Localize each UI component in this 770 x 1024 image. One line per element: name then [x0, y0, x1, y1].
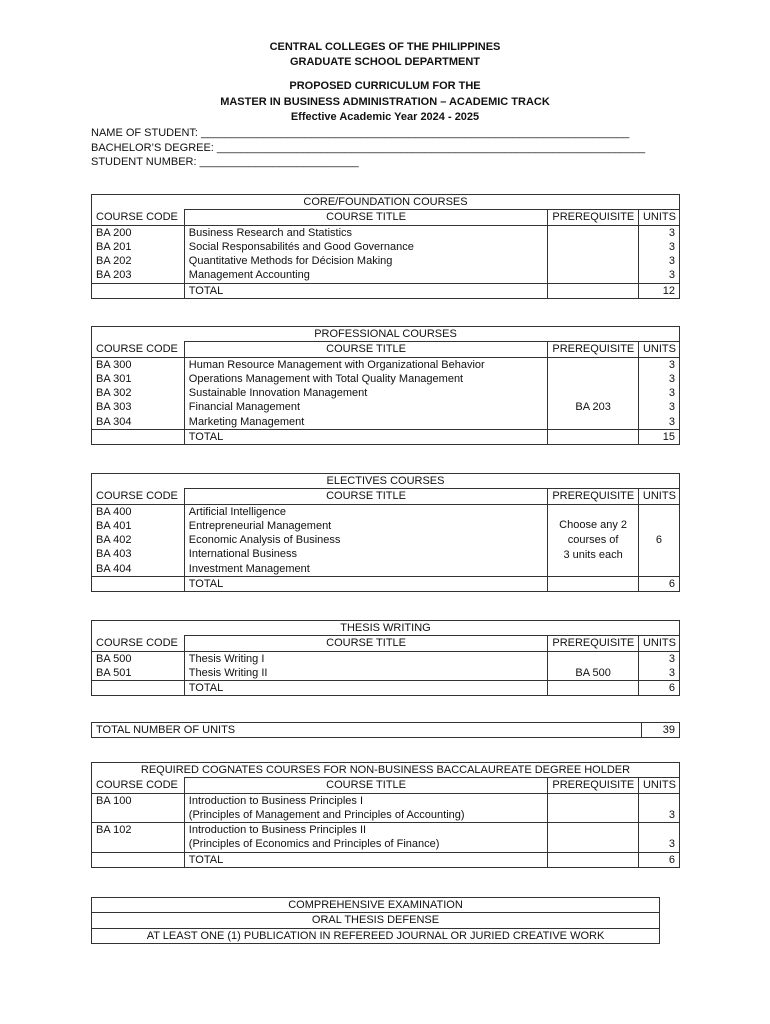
course-units: 3 [638, 386, 679, 400]
electives-courses-table [91, 473, 680, 592]
course-code: BA 201 [92, 240, 185, 254]
course-title: Entrepreneurial Management [184, 519, 548, 533]
column-header-prereq: PREREQUISITE [548, 489, 639, 504]
column-header-units: UNITS [638, 636, 679, 651]
course-title: Introduction to Business Principles II [184, 823, 548, 838]
course-code: BA 200 [92, 225, 185, 240]
course-prereq [548, 415, 639, 430]
total-label: TOTAL [184, 577, 548, 592]
total-units: 6 [638, 852, 679, 867]
course-title: Thesis Writing I [184, 651, 548, 666]
column-header-title: COURSE TITLE [184, 778, 548, 793]
elective-prereq-note [548, 504, 639, 576]
course-units: 3 [638, 837, 679, 852]
elective-note-line: Choose any 2 [559, 518, 628, 531]
course-title: Introduction to Business Principles I [184, 793, 548, 808]
course-title: Financial Management [184, 400, 548, 414]
professional-courses-table [91, 326, 680, 445]
elective-note-line: 3 units each [563, 548, 623, 561]
course-code: BA 102 [92, 823, 185, 853]
column-header-code: COURSE CODE [92, 636, 185, 651]
table-row [92, 504, 680, 519]
course-title: Human Resource Management with Organizational Behavior [184, 357, 548, 372]
course-code: BA 302 [92, 386, 185, 400]
document-title: PROPOSED CURRICULUM FOR THE [289, 80, 481, 92]
course-title-detail: (Principles of Management and Principles of Accounting) [184, 808, 548, 823]
total-row [92, 852, 680, 867]
course-units: 3 [638, 357, 679, 372]
course-code: BA 303 [92, 400, 185, 414]
column-header-code: COURSE CODE [92, 210, 185, 225]
course-title: International Business [184, 547, 548, 561]
course-title: Quantitative Methods for Décision Making [184, 254, 548, 268]
column-header-units: UNITS [638, 342, 679, 357]
course-units: 3 [638, 372, 679, 386]
course-code: BA 300 [92, 357, 185, 372]
course-prereq: BA 500 [548, 666, 639, 681]
course-units: 3 [638, 666, 679, 681]
course-units: 3 [638, 415, 679, 430]
course-prereq [548, 357, 639, 372]
course-title: Investment Management [184, 562, 548, 577]
student-number-field[interactable]: STUDENT NUMBER: __________________________ [91, 156, 359, 168]
table-row [92, 400, 680, 414]
total-row [92, 681, 680, 696]
table-row [92, 357, 680, 372]
graduation-requirements-table [91, 897, 660, 944]
table-heading: ELECTIVES COURSES [92, 474, 680, 489]
student-name-field[interactable]: NAME OF STUDENT: ______________________________________________________________________ [91, 127, 630, 139]
thesis-writing-table [91, 620, 680, 696]
grand-total-value: 39 [641, 723, 679, 738]
table-row [92, 225, 680, 240]
total-units: 6 [638, 681, 679, 696]
course-prereq [548, 386, 639, 400]
course-title: Management Accounting [184, 268, 548, 283]
course-units: 3 [638, 225, 679, 240]
course-prereq [548, 268, 639, 283]
course-code: BA 500 [92, 651, 185, 666]
total-units: 15 [638, 430, 679, 445]
course-units: 3 [638, 268, 679, 283]
program-name: MASTER IN BUSINESS ADMINISTRATION – ACADEMIC TRACK [220, 96, 550, 108]
column-header-title: COURSE TITLE [184, 636, 548, 651]
course-code: BA 203 [92, 268, 185, 283]
table-row [92, 240, 680, 254]
column-header-title: COURSE TITLE [184, 489, 548, 504]
course-code: BA 402 [92, 533, 185, 547]
total-label: TOTAL [184, 681, 548, 696]
column-header-units: UNITS [638, 778, 679, 793]
column-header-prereq: PREREQUISITE [548, 636, 639, 651]
requirement-comprehensive-exam: COMPREHENSIVE EXAMINATION [92, 898, 660, 913]
grand-total-table [91, 722, 680, 738]
course-units: 3 [638, 240, 679, 254]
table-heading: PROFESSIONAL COURSES [92, 327, 680, 342]
course-code: BA 304 [92, 415, 185, 430]
table-row [92, 372, 680, 386]
course-code: BA 501 [92, 666, 185, 681]
table-row [92, 793, 680, 808]
cognates-courses-table [91, 762, 680, 868]
total-row [92, 430, 680, 445]
course-title-detail: (Principles of Economics and Principles of Finance) [184, 837, 548, 852]
table-row [92, 386, 680, 400]
department-name: GRADUATE SCHOOL DEPARTMENT [289, 56, 481, 68]
elective-units: 6 [638, 504, 679, 576]
course-title: Artificial Intelligence [184, 504, 548, 519]
column-header-prereq: PREREQUISITE [548, 210, 639, 225]
course-units: 3 [638, 254, 679, 268]
course-prereq [548, 254, 639, 268]
total-row [92, 283, 680, 298]
table-row [92, 823, 680, 838]
total-row [92, 577, 680, 592]
total-units: 6 [638, 577, 679, 592]
elective-note-line: courses of [567, 533, 619, 546]
table-heading: CORE/FOUNDATION COURSES [92, 195, 680, 210]
course-code: BA 401 [92, 519, 185, 533]
course-title: Marketing Management [184, 415, 548, 430]
course-units: 3 [638, 651, 679, 666]
course-code: BA 404 [92, 562, 185, 577]
course-title: Business Research and Statistics [184, 225, 548, 240]
requirement-oral-defense: ORAL THESIS DEFENSE [92, 913, 660, 928]
column-header-units: UNITS [638, 210, 679, 225]
total-label: TOTAL [184, 430, 548, 445]
course-title: Sustainable Innovation Management [184, 386, 548, 400]
total-label: TOTAL [184, 283, 548, 298]
column-header-code: COURSE CODE [92, 342, 185, 357]
column-header-code: COURSE CODE [92, 489, 185, 504]
course-title: Economic Analysis of Business [184, 533, 548, 547]
course-title: Operations Management with Total Quality Management [184, 372, 548, 386]
column-header-units: UNITS [638, 489, 679, 504]
bachelors-degree-field[interactable]: BACHELOR’S DEGREE: ______________________________________________________________________ [91, 141, 646, 154]
course-units: 3 [638, 400, 679, 414]
course-code: BA 301 [92, 372, 185, 386]
course-prereq [548, 240, 639, 254]
course-code: BA 202 [92, 254, 185, 268]
course-units: 3 [638, 808, 679, 823]
table-row [92, 651, 680, 666]
course-title: Social Responsabilités and Good Governance [184, 240, 548, 254]
column-header-prereq: PREREQUISITE [548, 342, 639, 357]
course-code: BA 403 [92, 547, 185, 561]
table-heading: THESIS WRITING [92, 621, 680, 636]
table-row [92, 254, 680, 268]
course-prereq [548, 225, 639, 240]
core-courses-table [91, 194, 680, 299]
course-prereq [548, 651, 639, 666]
column-header-prereq: PREREQUISITE [548, 778, 639, 793]
course-prereq [548, 372, 639, 386]
course-prereq: BA 203 [548, 400, 639, 414]
course-code: BA 100 [92, 793, 185, 823]
total-label: TOTAL [184, 852, 548, 867]
column-header-title: COURSE TITLE [184, 210, 548, 225]
table-row [92, 666, 680, 681]
course-code: BA 400 [92, 504, 185, 519]
total-units: 12 [638, 283, 679, 298]
table-row [92, 268, 680, 283]
table-row [92, 415, 680, 430]
effective-year: Effective Academic Year 2024 - 2025 [290, 111, 480, 123]
column-header-code: COURSE CODE [92, 778, 185, 793]
column-header-title: COURSE TITLE [184, 342, 548, 357]
requirement-publication: AT LEAST ONE (1) PUBLICATION IN REFEREED JOURNAL OR JURIED CREATIVE WORK [92, 928, 660, 943]
table-heading: REQUIRED COGNATES COURSES FOR NON-BUSINESS BACCALAUREATE DEGREE HOLDER [92, 763, 680, 778]
school-name: CENTRAL COLLEGES OF THE PHILIPPINES [269, 41, 501, 53]
course-title: Thesis Writing II [184, 666, 548, 681]
student-fields [91, 126, 645, 170]
grand-total-label: TOTAL NUMBER OF UNITS [92, 723, 642, 738]
